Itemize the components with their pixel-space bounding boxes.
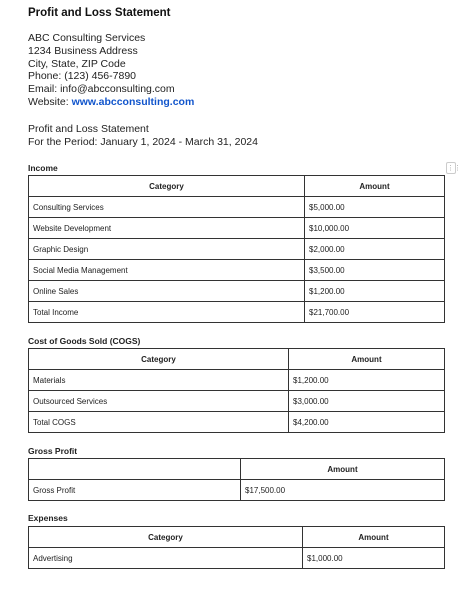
company-name: ABC Consulting Services bbox=[28, 32, 146, 44]
gross-profit-header-amount: Amount bbox=[241, 459, 445, 480]
income-amount-cell: $3,500.00 bbox=[305, 260, 445, 281]
company-email: Email: info@abcconsulting.com bbox=[28, 83, 175, 96]
income-table bbox=[28, 175, 445, 323]
statement-period: For the Period: January 1, 2024 - March 31, 2024 bbox=[28, 135, 258, 148]
income-category-cell: Graphic Design bbox=[29, 239, 305, 260]
drag-handle-icon[interactable]: ⋮⋮ bbox=[447, 164, 461, 172]
company-city-line: City, State, ZIP Code bbox=[28, 57, 126, 70]
table-row bbox=[29, 260, 445, 281]
expenses-header-row bbox=[29, 527, 445, 548]
cogs-amount-cell: $1,200.00 bbox=[289, 370, 445, 391]
cogs-category-cell: Outsourced Services bbox=[29, 391, 289, 412]
income-header-row bbox=[29, 176, 445, 197]
statement-period-block bbox=[28, 123, 258, 149]
cogs-category-cell: Total COGS bbox=[29, 412, 289, 433]
gross-profit-section-label: Gross Profit bbox=[28, 446, 78, 456]
table-row bbox=[29, 218, 445, 239]
expenses-section-label: Expenses bbox=[28, 513, 68, 523]
cogs-header-amount: Amount bbox=[289, 349, 445, 370]
cogs-category-cell: Materials bbox=[29, 370, 289, 391]
table-row bbox=[29, 548, 445, 569]
income-header-amount: Amount bbox=[305, 176, 445, 197]
cogs-header-row bbox=[29, 349, 445, 370]
expenses-header-category: Category bbox=[29, 527, 303, 548]
statement-title: Profit and Loss Statement bbox=[28, 123, 149, 135]
income-category-cell: Online Sales bbox=[29, 281, 305, 302]
company-phone: Phone: (123) 456-7890 bbox=[28, 70, 136, 83]
company-address: 1234 Business Address bbox=[28, 44, 138, 57]
gross-profit-amount-cell: $17,500.00 bbox=[241, 480, 445, 501]
cogs-table bbox=[28, 348, 445, 433]
expenses-category-cell: Advertising bbox=[29, 548, 303, 569]
gross-profit-table bbox=[28, 458, 445, 501]
income-category-cell: Total Income bbox=[29, 302, 305, 323]
income-amount-cell: $10,000.00 bbox=[305, 218, 445, 239]
table-row bbox=[29, 370, 445, 391]
gross-profit-header-empty bbox=[29, 459, 241, 480]
cogs-amount-cell: $4,200.00 bbox=[289, 412, 445, 433]
expenses-amount-cell: $1,000.00 bbox=[303, 548, 445, 569]
table-row bbox=[29, 239, 445, 260]
table-row bbox=[29, 412, 445, 433]
expenses-table bbox=[28, 526, 445, 569]
income-amount-cell: $2,000.00 bbox=[305, 239, 445, 260]
gross-profit-label-cell: Gross Profit bbox=[29, 480, 241, 501]
website-label: Website: bbox=[28, 95, 72, 108]
website-link[interactable]: www.abcconsulting.com bbox=[71, 95, 195, 108]
cogs-section-label: Cost of Goods Sold (COGS) bbox=[28, 336, 141, 346]
income-amount-cell: $1,200.00 bbox=[305, 281, 445, 302]
income-category-cell: Consulting Services bbox=[29, 197, 305, 218]
income-amount-cell: $21,700.00 bbox=[305, 302, 445, 323]
document-title: Profit and Loss Statement bbox=[28, 7, 171, 19]
table-row bbox=[29, 302, 445, 323]
expenses-header-amount: Amount bbox=[303, 527, 445, 548]
gross-profit-header-row bbox=[29, 459, 445, 480]
income-amount-cell: $5,000.00 bbox=[305, 197, 445, 218]
cogs-header-category: Category bbox=[29, 349, 289, 370]
income-header-category: Category bbox=[29, 176, 305, 197]
income-category-cell: Social Media Management bbox=[29, 260, 305, 281]
table-row bbox=[29, 480, 445, 501]
income-category-cell: Website Development bbox=[29, 218, 305, 239]
table-row bbox=[29, 391, 445, 412]
table-row bbox=[29, 281, 445, 302]
table-row bbox=[29, 197, 445, 218]
company-website bbox=[28, 96, 194, 109]
income-section-label: Income bbox=[28, 163, 58, 173]
company-info bbox=[28, 32, 194, 109]
cogs-amount-cell: $3,000.00 bbox=[289, 391, 445, 412]
